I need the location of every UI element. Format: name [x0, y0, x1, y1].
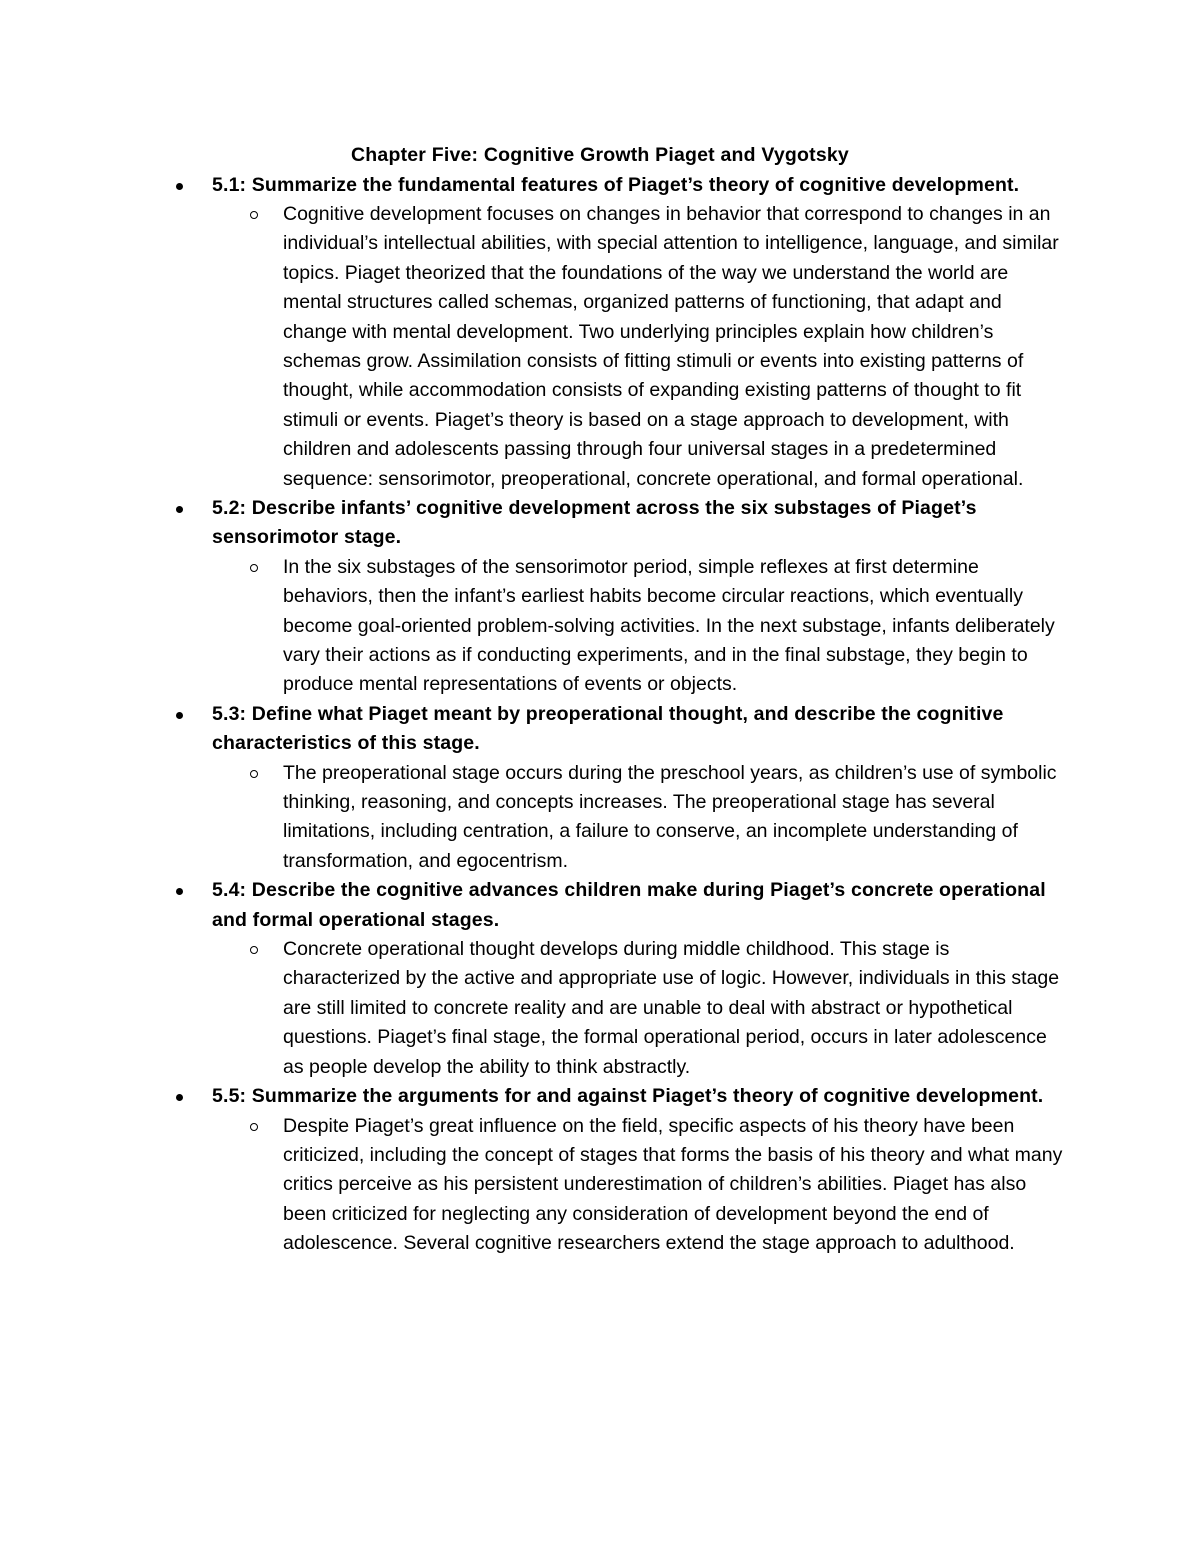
objective-5-4: [0, 876, 1200, 1082]
objective-heading: 5.4: Describe the cognitive advances children make during Piaget’s concrete operational and formal operational stages.: [212, 879, 1046, 931]
hollow-bullet-icon: [250, 770, 258, 778]
objective-summary: The preoperational stage occurs during the preschool years, as children’s use of symbolic thinking, reasoning, and concepts increases. The preoperational stage has several limitations, including centration, a failure to conserve, an incomplete understanding of transformation, and egocentrism.: [283, 761, 1057, 872]
objective-heading: 5.1: Summarize the fundamental features of Piaget’s theory of cognitive development.: [212, 173, 1020, 196]
filled-bullet-icon: [176, 888, 183, 895]
filled-bullet-icon: [176, 1094, 183, 1101]
filled-bullet-icon: [176, 712, 183, 719]
objective-heading: 5.2: Describe infants’ cognitive development across the six substages of Piaget’s sensorimotor stage.: [212, 496, 977, 549]
objective-summary-item: [0, 553, 1200, 700]
objective-summary-list: [0, 200, 1200, 494]
objective-5-1: [0, 171, 1200, 494]
objective-5-2: [0, 494, 1200, 700]
filled-bullet-icon: [176, 183, 183, 190]
objective-5-5: [0, 1082, 1200, 1258]
hollow-bullet-icon: [250, 211, 258, 219]
objective-heading: 5.3: Define what Piaget meant by preoperational thought, and describe the cognitive characteristics of this stage.: [212, 702, 1004, 755]
objective-summary: Despite Piaget’s great influence on the field, specific aspects of his theory have been criticized, including the concept of stages that forms the basis of his theory and what many critics perceive as his persistent underestimation of children’s abilities. Piaget has also been criticized for neglecting any consideration of development beyond the end of adolescence. Several cognitive researchers extend the stage approach to adulthood.: [283, 1114, 1063, 1255]
page-title: Chapter Five: Cognitive Growth Piaget and Vygotsky: [351, 144, 849, 166]
objective-5-3: [0, 700, 1200, 876]
learning-objectives-list: [0, 171, 1200, 1259]
objective-summary-item: [0, 200, 1200, 494]
objective-summary-list: [0, 935, 1200, 1082]
objective-summary-item: [0, 759, 1200, 877]
objective-summary-list: [0, 759, 1200, 877]
objective-summary: Cognitive development focuses on changes in behavior that correspond to changes in an individual’s intellectual abilities, with special attention to intelligence, language, and similar topics. Piaget theorized that the foundations of the way we understand the world are mental structures called schemas, organized patterns of functioning, that adapt and change with mental development. Two underlying principles explain how children’s schemas grow. Assimilation consists of fitting stimuli or events into existing patterns of thought, while accommodation consists of expanding existing patterns of thought to fit stimuli or events. Piaget’s theory is based on a stage approach to development, with children and adolescents passing through four universal stages in a predetermined sequence: sensorimotor, preoperational, concrete operational, and formal operational.: [283, 202, 1059, 490]
objective-summary-list: [0, 553, 1200, 700]
objective-heading: 5.5: Summarize the arguments for and against Piaget’s theory of cognitive development.: [212, 1085, 1044, 1108]
objective-summary: Concrete operational thought develops during middle childhood. This stage is characterized by the active and appropriate use of logic. However, individuals in this stage are still limited to concrete reality and are unable to deal with abstract or hypothetical questions. Piaget’s final stage, the formal operational period, occurs in later adolescence as people develop the ability to think abstractly.: [283, 938, 1060, 1078]
hollow-bullet-icon: [250, 1123, 258, 1131]
hollow-bullet-icon: [250, 946, 258, 954]
objective-summary: In the six substages of the sensorimotor period, simple reflexes at first determine behaviors, then the infant’s earliest habits become circular reactions, which eventually become goal-oriented problem-solving activities. In the next substage, infants deliberately vary their actions as if conducting experiments, and in the final substage, they begin to produce mental representations of events or objects.: [283, 555, 1055, 696]
objective-summary-item: [0, 1112, 1200, 1259]
filled-bullet-icon: [176, 506, 183, 513]
hollow-bullet-icon: [250, 564, 258, 572]
objective-summary-list: [0, 1112, 1200, 1259]
objective-summary-item: [0, 935, 1200, 1082]
